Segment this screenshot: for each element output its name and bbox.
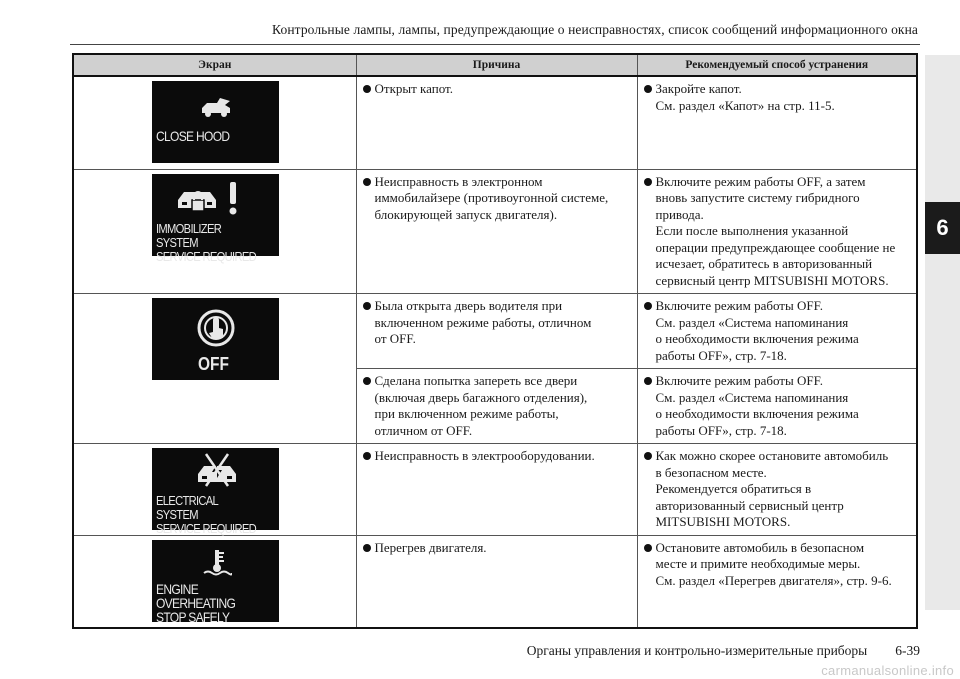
cause-text: Неисправность в электронном иммобилайзере (противоугонной системе, блокирующей запуск двигателя). — [374, 173, 609, 222]
side-tab-strip — [925, 55, 960, 610]
cause-text: Неисправность в электрооборудовании. — [374, 448, 595, 463]
remedy-cell — [637, 76, 917, 169]
table-header-row — [73, 54, 917, 76]
cause-cell — [356, 535, 637, 628]
screen-cell — [73, 169, 356, 294]
table-row — [73, 169, 917, 294]
display-message: OFF — [198, 354, 230, 374]
cause-text: Перегрев двигателя. — [374, 539, 487, 555]
page-header: Контрольные лампы, лампы, предупреждающие о неисправностях, список сообщений информационного окна — [272, 22, 918, 37]
footer-section-title: Органы управления и контрольно-измерительные приборы — [526, 643, 868, 658]
off-reminder-display — [152, 298, 279, 380]
display-message: IMMOBILIZER SYSTEM SERVICE REQUIRED — [156, 220, 257, 264]
remedy-cell — [637, 294, 917, 369]
bullet-dot — [363, 544, 371, 552]
bullet-dot — [644, 377, 652, 385]
car-hood-open-icon — [198, 95, 234, 119]
cause-text: Открыт капот. — [374, 81, 454, 96]
remedy-cell — [637, 535, 917, 628]
bullet-dot — [363, 178, 371, 186]
column-header-cause: Причина — [356, 54, 637, 76]
bullet-dot — [363, 85, 371, 93]
bullet-dot — [644, 178, 652, 186]
bullet-dot — [644, 302, 652, 310]
message-table — [72, 53, 918, 629]
watermark: carmanualsonline.info — [821, 663, 954, 678]
immobilizer-display — [152, 174, 279, 264]
display-message: ENGINE OVERHEATING STOP SAFELY — [156, 580, 236, 625]
cause-text: Была открыта дверь водителя при включенном режиме работы, отличном от OFF. — [374, 298, 592, 346]
chapter-tab[interactable]: 6 — [925, 202, 960, 254]
remedy-text: Закройте капот. См. раздел «Капот» на стр. 11-5. — [655, 81, 835, 113]
remedy-text: Как можно скорее остановите автомобиль в безопасном месте. Рекомендуется обратиться в авторизованный сервисный центр MITSUBISHI MOTORS. — [655, 448, 889, 529]
table-row — [73, 535, 917, 628]
cause-cell — [356, 294, 637, 369]
column-header-remedy: Рекомендуемый способ устранения — [637, 54, 917, 76]
screen-cell — [73, 535, 356, 628]
bullet-dot — [644, 85, 652, 93]
table-row — [73, 444, 917, 536]
cause-text: Сделана попытка запереть все двери (включая дверь багажного отделения), при включенном режиме работы, отличном от OFF. — [374, 373, 588, 438]
screen-cell — [73, 294, 356, 444]
cause-cell — [356, 369, 637, 444]
bullet-dot — [363, 377, 371, 385]
table-row — [73, 294, 917, 369]
header-divider — [70, 44, 920, 45]
remedy-cell — [637, 169, 917, 294]
bullet-dot — [644, 544, 652, 552]
remedy-text: Остановите автомобиль в безопасном месте и примите необходимые меры. См. раздел «Перегрев двигателя», стр. 9-6. — [655, 539, 892, 588]
screen-cell — [73, 76, 356, 169]
cause-cell — [356, 444, 637, 536]
remedy-text: Включите режим работы OFF. См. раздел «Система напоминания о необходимости включения режима работы OFF», стр. 7-18. — [655, 298, 859, 363]
bullet-dot — [644, 452, 652, 460]
display-message: ELECTRICAL SYSTEM SERVICE REQUIRED — [156, 493, 257, 536]
remedy-text: Включите режим работы OFF, а затем вновь запустите систему гибридного привода. Если после выполнения указанной операции предупреждающее сообщение не исчезает, обратитесь в авторизованный сервисный центр MITSUBISHI MOTORS. — [655, 173, 896, 288]
screen-cell — [73, 444, 356, 536]
page-number: 6-39 — [895, 643, 920, 658]
remedy-text: Включите режим работы OFF. См. раздел «Система напоминания о необходимости включения режима работы OFF», стр. 7-18. — [655, 373, 859, 438]
remedy-cell — [637, 444, 917, 536]
close-hood-display — [152, 81, 279, 163]
table-row — [73, 76, 917, 169]
bullet-dot — [363, 302, 371, 310]
page-footer — [70, 643, 920, 659]
coolant-temperature-icon — [202, 548, 232, 578]
electrical-system-display — [152, 448, 279, 536]
car-electrical-warning-icon — [192, 452, 242, 488]
car-lock-warning-icon — [172, 180, 254, 216]
bullet-dot — [363, 452, 371, 460]
power-button-press-icon — [196, 306, 236, 350]
cause-cell — [356, 169, 637, 294]
remedy-cell — [637, 369, 917, 444]
display-message: CLOSE HOOD — [156, 128, 230, 144]
engine-overheating-display — [152, 540, 279, 625]
column-header-screen: Экран — [73, 54, 356, 76]
cause-cell — [356, 76, 637, 169]
